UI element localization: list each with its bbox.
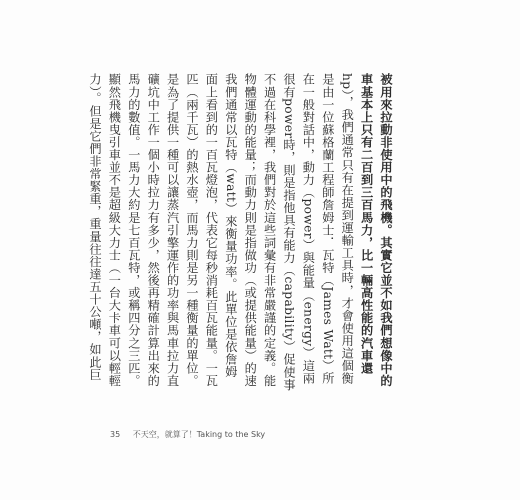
text-column: 匹（兩千瓦）的熱水壺，而馬力則是另一種衡量的單位。 bbox=[185, 73, 199, 387]
book-title: 不天空，就算了！Taking to the Sky bbox=[132, 430, 266, 439]
text-column: 車基本上只有二百到三百馬力，比一輛高性能的汽車還 bbox=[359, 73, 374, 375]
text-column: 被用來拉動非使用中的飛機。其實它並不如我們想像中的 bbox=[379, 73, 393, 387]
text-column: 力）。但是它們非常緊重，重量往往達五十公噸，如此巨 bbox=[88, 73, 102, 381]
text-column: 是為了提供一種可以讓蒸汽引擎運作的功率與馬車拉力直 bbox=[165, 73, 180, 387]
text-column: 顯然飛機曳引車並不是超級大力士（一台大卡車可以輕輕 bbox=[107, 73, 122, 387]
footer bbox=[110, 429, 275, 440]
text-column: 很有power時，則是指他具有能力（capability）促使事 bbox=[282, 73, 296, 391]
text-column: 是由一位蘇格蘭工程師詹姆士．瓦特（James Watt）所 bbox=[320, 73, 335, 385]
text-column: 在一般對話中，動力（power）與能量（energy）這兩 bbox=[301, 73, 316, 385]
text-column: 不過在科學裡，我們對於這些詞彙有非常嚴謹的定義。能 bbox=[262, 73, 277, 387]
text-column: 我們通常以瓦特（watt）來衡量功率。此單位是依詹姆 bbox=[223, 73, 238, 378]
text-column: 馬力的數值。一馬力大約是七百瓦特，或稱四分之三匹。 bbox=[126, 73, 141, 387]
text-column: 物體運動的能量；而動力則是指做功（或提供能量）的速 bbox=[243, 73, 258, 387]
text-column: 礦坑中工作一個小時拉力有多少，然後再精確計算出來的 bbox=[146, 73, 161, 387]
text-column: hp），我們通常只有在提到運輸工具時，才會使用這個衡 bbox=[340, 73, 355, 385]
text-column: 面上看到的一百瓦燈泡，代表它每秒消耗百瓦能量。一瓦 bbox=[204, 73, 219, 387]
page-number: 35 bbox=[110, 430, 121, 439]
